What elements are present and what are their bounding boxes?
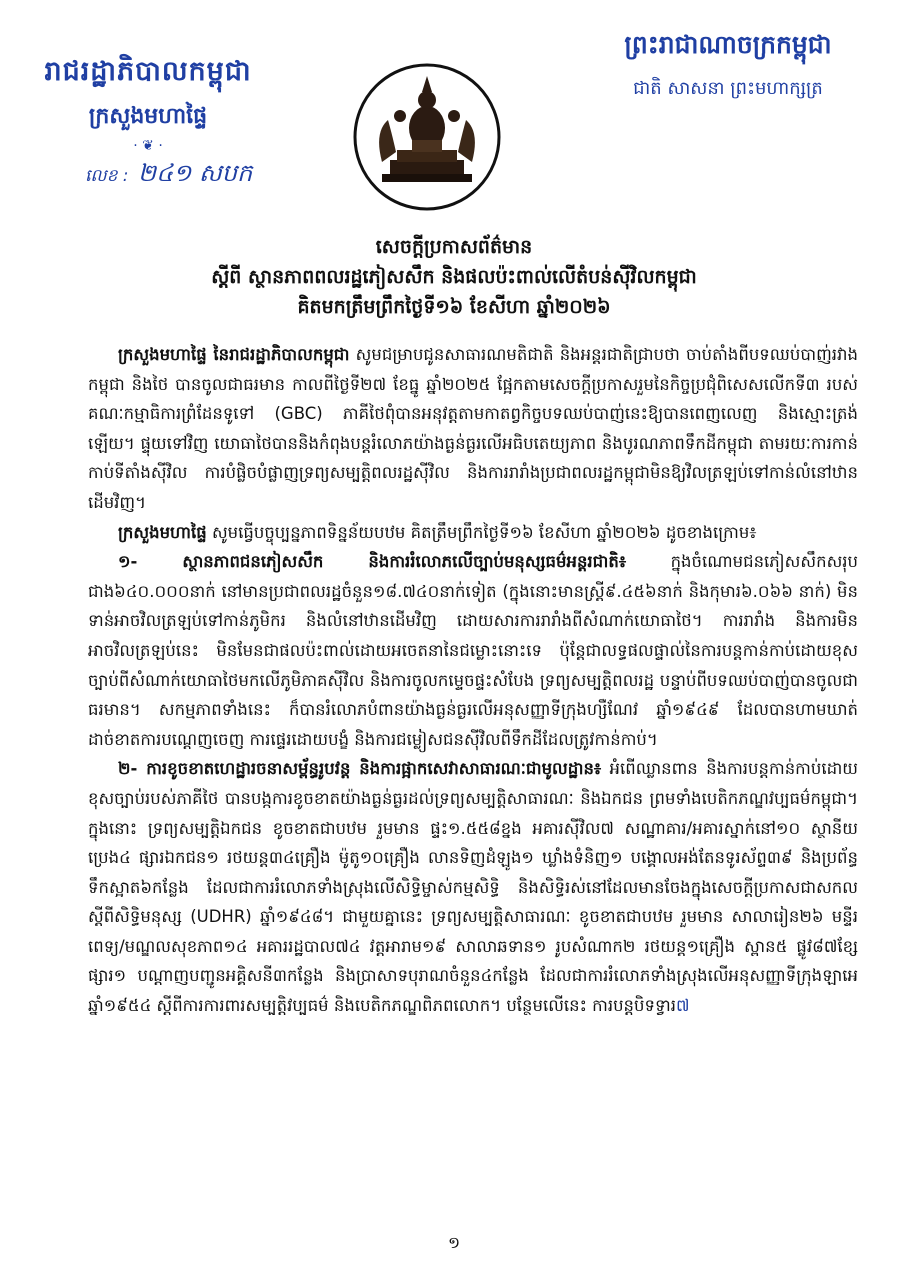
national-emblem-icon — [352, 62, 502, 212]
paragraph-intro — [88, 340, 858, 518]
document-date: គិតមកត្រឹមព្រឹកថ្ងៃទី១៦ ខែសីហា ឆ្នាំ២០២៦ — [297, 296, 611, 318]
paragraph-section-1 — [88, 547, 858, 754]
paragraph-lead: ក្រសួងមហាផ្ទៃ — [118, 522, 207, 542]
section-heading: ២- ការខូចខាតហេដ្ឋារចនាសម្ព័ន្ធរូបវន្ត និងការផ្អាកសេវាសាធារណៈជាមូលដ្ឋាន៖ — [118, 759, 602, 779]
national-motto: ជាតិ សាសនា ព្រះមហាក្សត្រ — [633, 78, 823, 99]
paragraph-lead: ក្រសួងមហាផ្ទៃ នៃរាជរដ្ឋាភិបាលកម្ពុជា — [118, 345, 350, 364]
ornament-icon: · ❦ · — [133, 138, 163, 154]
header-right — [578, 30, 878, 103]
document-body — [88, 340, 858, 1021]
paragraph-text: សូមធ្វើបច្ចុប្បន្នភាពទិន្នន័យបឋម គិតត្រឹមព្រឹកថ្ងៃទី១៦ ខែសីហា ឆ្នាំ២០២៦ ដូចខាងក្រោម៖ — [206, 522, 757, 542]
title-block — [60, 232, 848, 322]
continuation-mark: ៧ — [675, 996, 690, 1016]
document-title: សេចក្តីប្រកាសព័ត៌មាន — [375, 236, 533, 258]
kingdom-name: ព្រះរាជាណាចក្រកម្ពុជា — [624, 30, 832, 59]
header-left — [28, 55, 268, 154]
document-number-value: ២៤១ សបក — [137, 159, 253, 187]
paragraph-section-2 — [88, 754, 858, 1020]
paragraph-text: អំពើឈ្លានពាន និងការបន្តកាន់កាប់ដោយខុសច្បាប់របស់ភាគីថៃ បានបង្កការខូចខាតយ៉ាងធ្ងន់ធ្ងរដល់ទ្រព្យសម្បត្តិសាធារណៈ និងឯកជន ព្រមទាំងបេតិកភណ្ឌវប្បធម៌កម្ពុជា។ ក្នុងនោះ ទ្រព្យសម្បត្តិឯកជន ខូចខាតជាបឋម រួមមាន ផ្ទះ១.៥៥៨ខ្នង អគារស៊ីវិល៧ សណ្ឋាគារ/អគារស្នាក់នៅ១០ ស្ថានីយប្រេង៤ ផ្សារឯកជន១ រថយន្ត៣៤គ្រឿង ម៉ូតូ១០គ្រឿង លានទិញដំឡូង១ ឃ្លាំងទំនិញ១ បង្គោលអង់តែនទូរស័ព្ទ៣៩ និងប្រព័ន្ធទឹកស្អាត៦កន្លែង ដែលជាការរំលោភទាំងស្រុងលើសិទ្ធិម្ចាស់កម្មសិទ្ធិ និងសិទ្ធិរស់នៅដែលមានចែងក្នុងសេចក្តីប្រកាសជាសកលស្តីពីសិទ្ធិមនុស្ស (UDHR) ឆ្នាំ១៩៤៨។ ជាមួយគ្នានេះ ទ្រព្យសម្បត្តិសាធារណៈ ខូចខាតជាបឋម រួមមាន សាលារៀន២៦ មន្ទីរពេទ្យ/មណ្ឌលសុខភាព១៤ អគាររដ្ឋបាល៧៤ វត្តអារាម១៩ សាលាឆទាន១ រូបសំណាក២ រថយន្ត១គ្រឿង ស្ពាន៥ ផ្លូវ៨៧ខ្សែ ផ្សារ១ បណ្តាញបញ្ជូនអគ្គិសនី៣កន្លែង និងប្រាសាទបុរាណចំនួន៤កន្លែង ដែលជាការរំលោភទាំងស្រុងលើអនុសញ្ញាទីក្រុងឡាអេ ឆ្នាំ១៩៥៤ ស្តីពីការការពារសម្បត្តិវប្បធម៌ និងបេតិកភណ្ឌពិភពលោក។ បន្ថែមលើនេះ ការបន្តបិទទ្វារ — [88, 759, 859, 1016]
government-name: រាជរដ្ឋាភិបាលកម្ពុជា — [44, 56, 252, 87]
ministry-name: ក្រសួងមហាផ្ទៃ — [88, 104, 208, 129]
paragraph-text: ក្នុងចំណោមជនភៀសសឹកសរុបជាង៦៤០.០០០នាក់ នៅមានប្រជាពលរដ្ឋចំនួន១៨.៧៤០នាក់ទៀត (ក្នុងនោះមានស្ត្រី៩.៤៥៦នាក់ និងកុមារ៦.០៦៦ នាក់) មិនទាន់អាចវិលត្រឡប់ទៅកាន់ភូមិករ និងលំនៅឋានដើមវិញ ដោយសារការរារាំងពីសំណាក់យោធាថៃ។ ការរារាំង និងការមិនអាចវិលត្រឡប់នេះ មិនមែនជាផលប៉ះពាល់ដោយអចេតនានៃជម្លោះនោះទេ ប៉ុន្តែជាលទ្ធផលផ្ទាល់នៃការបន្តកាន់កាប់ដោយខុសច្បាប់ពីសំណាក់យោធាថៃមកលើភូមិភាគស៊ីវិល និងការចូលកម្ទេចផ្ទះសំបែង ទ្រព្យសម្បត្តិពលរដ្ឋ បន្ទាប់ពីបទឈប់បាញ់បានចូលជាធរមាន។ សកម្មភាពទាំងនេះ ក៏បានរំលោភបំពានយ៉ាងធ្ងន់ធ្ងរលើអនុសញ្ញាទីក្រុងហ្សឺណែវ ឆ្នាំ១៩៤៩ ដែលបានហាមឃាត់ដាច់ខាតការបណ្តេញចេញ ការផ្ទេរដោយបង្ខំ និងការជម្លៀសជនស៊ីវិលពីទឹកដីដែលត្រូវកាន់កាប់។ — [88, 552, 858, 749]
document-number — [85, 158, 252, 193]
page-number: ១ — [447, 1233, 461, 1252]
paragraph-text: សូមជម្រាបជូនសាធារណមតិជាតិ និងអន្តរជាតិជ្រាបថា ចាប់តាំងពីបទឈប់បាញ់រវាងកម្ពុជា និងថៃ បានចូលជាធរមាន កាលពីថ្ងៃទី២៧ ខែធ្នូ ឆ្នាំ២០២៥ ផ្អែកតាមសេចក្តីប្រកាសរួមនៃកិច្ចប្រជុំពិសេសលើកទី៣ របស់គណៈកម្មាធិការព្រំដែនទូទៅ (GBC) ភាគីថៃពុំបានអនុវត្តតាមកាតព្វកិច្ចបទឈប់បាញ់នេះឱ្យបានពេញលេញ និងស្មោះត្រង់ឡើយ។ ផ្ទុយទៅវិញ យោធាថៃបាននិងកំពុងបន្តរំលោភយ៉ាងធ្ងន់ធ្ងរលើអធិបតេយ្យភាព និងបូរណភាពទឹកដីកម្ពុជា តាមរយៈការកាន់កាប់ទីតាំងស៊ីវិល ការបំផ្លិចបំផ្លាញទ្រព្យសម្បត្តិពលរដ្ឋស៊ីវិល និងការរារាំងប្រជាពលរដ្ឋកម្ពុជាមិនឱ្យវិលត្រឡប់ទៅកាន់លំនៅឋានដើមវិញ។ — [88, 345, 858, 512]
document-number-label: លេខ : — [85, 166, 129, 186]
paragraph-update — [88, 518, 858, 548]
section-heading: ១- ស្ថានភាពជនភៀសសឹក និងការរំលោភលើច្បាប់មនុស្សធម៌អន្តរជាតិ៖ — [118, 552, 627, 572]
document-subject: ស្តីពី ស្ថានភាពពលរដ្ឋភៀសសឹក និងផលប៉ះពាល់លើតំបន់ស៊ីវិលកម្ពុជា — [211, 266, 697, 288]
